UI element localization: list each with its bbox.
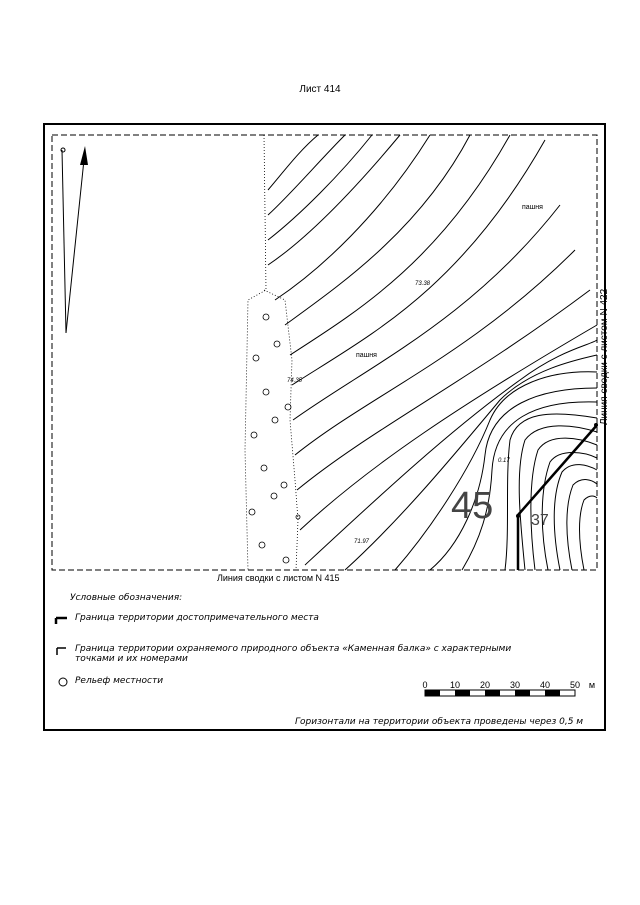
legend-relief-circle-icon — [59, 678, 67, 686]
legend-item: Граница территории охраняемого природного объекта «Каменная балка» с характерными точками и их номерами — [75, 644, 512, 664]
legend-title: Условные обозначения: — [70, 593, 183, 603]
point-number: 37 — [531, 512, 549, 529]
right-edge-label: Линия сводки с листом N 422 — [599, 288, 610, 425]
scale-tick: 50 — [569, 680, 581, 690]
scale-unit: м — [588, 680, 596, 690]
scale-tick: 40 — [539, 680, 551, 690]
sheet-title: Лист 414 — [299, 84, 341, 95]
relief-area-boundary — [245, 135, 298, 570]
scale-tick: 20 — [479, 680, 491, 690]
land-label: пашня — [522, 204, 543, 211]
elevation-label: 71.97 — [354, 539, 370, 545]
scale-tick: 30 — [509, 680, 521, 690]
scale-tick: 10 — [449, 680, 461, 690]
scale-tick: 0 — [422, 680, 428, 690]
elevation-label: 73.38 — [415, 281, 431, 287]
contour-lines — [268, 135, 597, 570]
elevation-label: 74.35 — [287, 378, 303, 384]
elevation-label: 0.17 — [498, 458, 510, 464]
contour-interval-note: Горизонтали на территории объекта проведены через 0,5 м — [295, 717, 584, 727]
legend-thick-line-icon — [56, 618, 67, 624]
land-label: пашня — [356, 352, 377, 359]
scale-bar — [425, 690, 575, 696]
legend-item: Граница территории достопримечательного места — [75, 613, 319, 623]
north-arrow-icon — [61, 146, 88, 333]
bottom-edge-label: Линия сводки с листом N 415 — [217, 573, 340, 583]
legend-thin-line-icon — [57, 648, 66, 655]
map-inner-border — [52, 135, 597, 570]
monument-boundary — [516, 423, 598, 570]
parcel-number: 45 — [451, 485, 494, 527]
legend-item: Рельеф местности — [75, 676, 164, 686]
relief-circles — [249, 314, 300, 563]
